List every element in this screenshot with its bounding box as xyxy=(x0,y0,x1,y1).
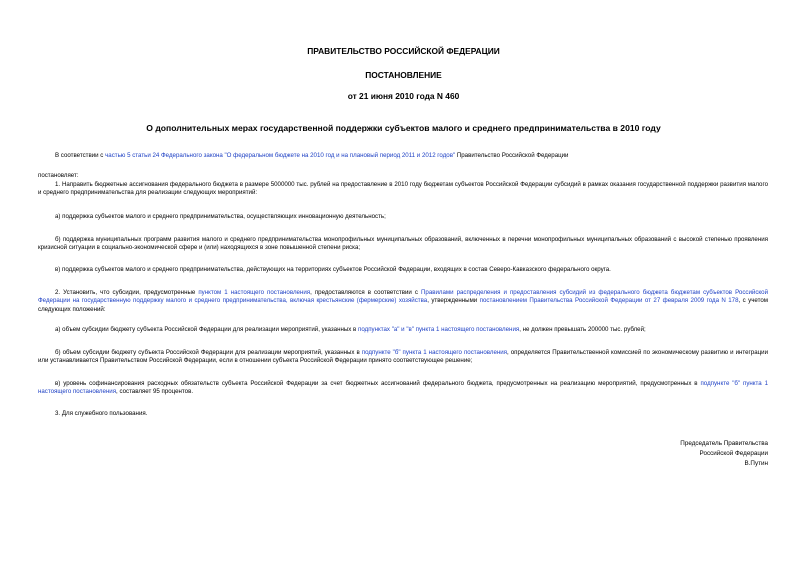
p2b-text-1: б) объем субсидии бюджету субъекта Российской Федерации для реализации мероприятий, указанных в xyxy=(55,349,362,356)
paragraph-2a xyxy=(55,326,646,334)
p2a-text-2: , не должен превышать 200000 тыс. рублей; xyxy=(519,326,646,333)
p2-text-1: 2. Установить, что субсидии, предусмотренные xyxy=(55,289,199,296)
preamble-text-2: Правительство Российской Федерации xyxy=(455,152,569,159)
paragraph-2 xyxy=(38,289,768,314)
document-title: О дополнительных мерах государственной поддержки субъектов малого и среднего предпринимательства в 2010 году xyxy=(146,123,661,133)
p2-text-2: , предоставляются в соответствии с xyxy=(310,289,421,296)
preamble-paragraph xyxy=(55,152,569,160)
government-heading: ПРАВИТЕЛЬСТВО РОССИЙСКОЙ ФЕДЕРАЦИИ xyxy=(307,46,500,56)
paragraph-2b xyxy=(38,349,768,366)
p2c-text-2: , составляет 95 процентов. xyxy=(116,388,194,396)
date-number-heading: от 21 июня 2010 года N 460 xyxy=(347,91,460,101)
signature-country: Российской Федерации xyxy=(699,450,768,457)
subpoint-b-link[interactable]: подпункте "б" пункта 1 настоящего постановления xyxy=(361,349,508,356)
subsidy-rules-link[interactable]: Правилами распределения и предоставления субсидий из федерального бюджета бюджетам субъектов Российской Федерации на государственную поддержку малого и среднего предпринимательства, включая крестьянские (фермерские) хозяйства xyxy=(38,289,768,305)
signature-block xyxy=(680,439,768,469)
paragraph-1c: в) поддержка субъектов малого и среднего предпринимательства, действующих на территориях субъектов Российской Федерации, входящих в состав Северо-Кавказского федерального округа. xyxy=(55,266,611,273)
signature-name: В.Путин xyxy=(744,460,768,467)
federal-law-link[interactable]: частью 5 статьи 24 Федерального закона "О федеральном бюджете на 2010 год и на плановый период 2011 и 2012 годов" xyxy=(105,152,456,159)
paragraph-1: 1. Направить бюджетные ассигнования федерального бюджета в размере 5000000 тыс. рублей на предоставление в 2010 году бюджетам субъектов Российской Федерации субсидий в рамках оказания государственной поддержки развития малого и среднего предпринимательства для реализации следующих мероприятий: xyxy=(38,181,768,197)
subpoint-b-link-2[interactable]: подпункте "б" пункта 1 настоящего постановления xyxy=(38,380,769,396)
p2a-text-1: а) объем субсидии бюджету субъекта Российской Федерации для реализации мероприятий, указанных в xyxy=(55,326,359,333)
p2-text-3: , утвержденными xyxy=(427,297,480,305)
decrees-word: постановляет: xyxy=(38,172,79,179)
paragraph-3: 3. Для служебного пользования. xyxy=(55,410,148,417)
p2b-text-2: , определяется Правительственной комиссией по экономическому развитию и интеграции или устанавливается Правительством Российской Федерации, если в отношении субъекта Российской Федерации принято соответствующее решение; xyxy=(38,349,768,365)
subpoints-a-v-link[interactable]: подпунктах "а" и "в" пункта 1 настоящего постановления xyxy=(358,326,520,333)
point-1-link[interactable]: пунктом 1 настоящего постановления xyxy=(198,289,311,296)
p2c-text-1: в) уровень софинансирования расходных обязательств субъекта Российской Федерации за счет бюджетных ассигнований федерального бюджета, предусмотренных на реализацию мероприятий, предусмотренных в xyxy=(55,380,701,387)
signature-position: Председатель Правительства xyxy=(680,440,768,447)
document-type-heading: ПОСТАНОВЛЕНИЕ xyxy=(365,70,442,80)
paragraph-1b: б) поддержка муниципальных программ развития малого и среднего предпринимательства монопрофильных муниципальных образований, включенных в перечни монопрофильных муниципальных образований с высокой степенью проявления кризисной ситуации в социально-экономической сфере и (или) находящихся в зоне повышенной степени риска; xyxy=(38,236,768,252)
paragraph-2c xyxy=(38,380,768,397)
p2-text-4: , с учетом следующих положений: xyxy=(38,297,768,313)
decree-178-link[interactable]: постановлением Правительства Российской Федерации от 27 февраля 2009 года N 178 xyxy=(479,297,739,305)
preamble-text-1: В соответствии с xyxy=(55,152,106,159)
paragraph-1a: а) поддержка субъектов малого и среднего предпринимательства, осуществляющих инновационную деятельность; xyxy=(55,213,386,220)
